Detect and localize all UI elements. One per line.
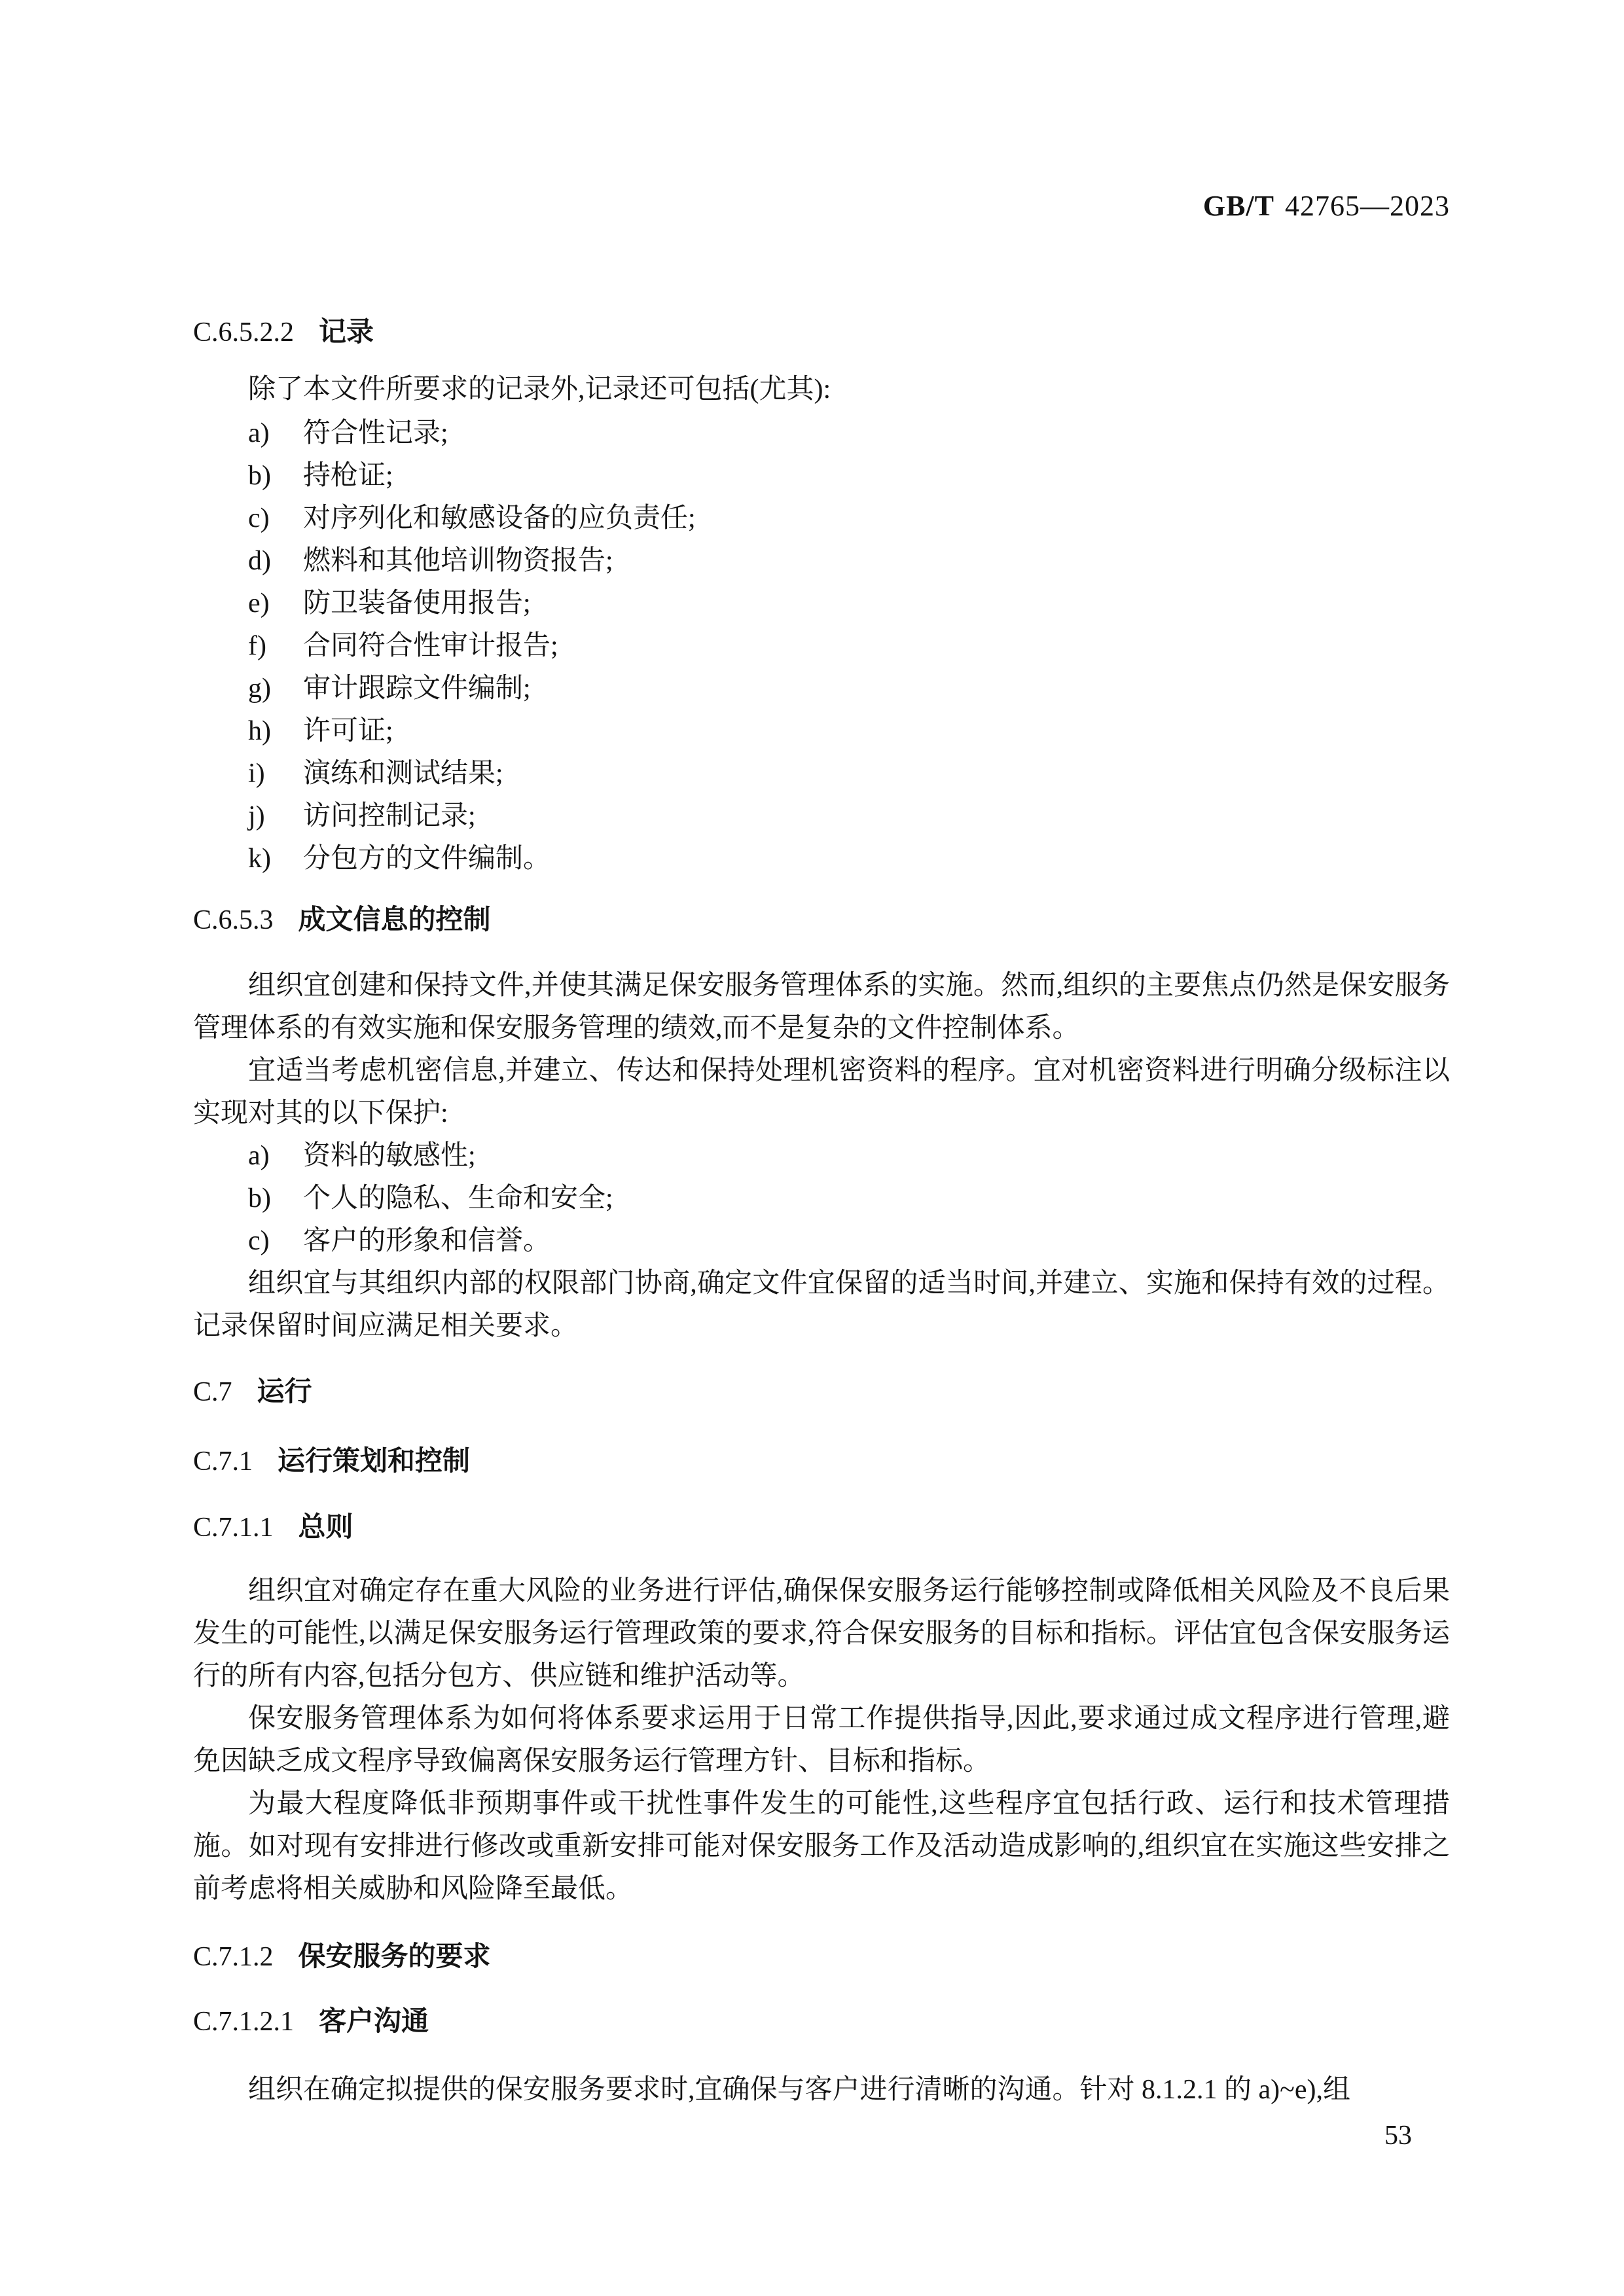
list-item-label: a) bbox=[248, 418, 270, 448]
section-heading-customer-comm bbox=[193, 2005, 1450, 2037]
standard-code-header bbox=[193, 192, 1450, 221]
list-item-text: 审计跟踪文件编制; bbox=[303, 673, 531, 704]
paragraph-doc-control-3: 组织宜与其组织内部的权限部门协商,确定文件宜保留的适当时间,并建立、实施和保持有效的过程。记录保留时间应满足相关要求。 bbox=[193, 1268, 1450, 1341]
clause-title: 运行 bbox=[257, 1376, 312, 1407]
standard-code-number: 42765—2023 bbox=[1285, 190, 1450, 222]
clause-title: 保安服务的要求 bbox=[298, 1941, 491, 1971]
paragraph-doc-control-1: 组织宜创建和保持文件,并使其满足保安服务管理体系的实施。然而,组织的主要焦点仍然是保安服务管理体系的有效实施和保安服务管理的绩效,而不是复杂的文件控制体系。 bbox=[193, 971, 1450, 1043]
list-item-text: 资料的敏感性; bbox=[303, 1141, 476, 1171]
clause-number: C.6.5.3 bbox=[193, 905, 274, 935]
section-heading-requirements bbox=[193, 1941, 1450, 1973]
clause-title: 记录 bbox=[319, 316, 374, 347]
list-item-text: 对序列化和敏感设备的应负责任; bbox=[303, 503, 696, 533]
list-item-label: f) bbox=[248, 631, 266, 661]
paragraph-general-3: 为最大程度降低非预期事件或干扰性事件发生的可能性,这些程序宜包括行政、运行和技术管理措施。如对现有安排进行修改或重新安排可能对保安服务工作及活动造成影响的,组织宜在实施这些安排之前考虑将相关威胁和风险降至最低。 bbox=[193, 1789, 1450, 1904]
list-item bbox=[193, 540, 1450, 583]
paragraph-customer-comm: 组织在确定拟提供的保安服务要求时,宜确保与客户进行清晰的沟通。针对 8.1.2.1 的 a)~e),组 bbox=[248, 2075, 1350, 2105]
clause-number: C.6.5.2.2 bbox=[193, 317, 295, 348]
clause-title: 运行策划和控制 bbox=[278, 1445, 471, 1476]
list-item bbox=[193, 1135, 1450, 1177]
section-heading-doc-control bbox=[193, 904, 1450, 936]
page-content bbox=[193, 0, 1450, 2157]
paragraph-doc-control-2: 宜适当考虑机密信息,并建立、传达和保持处理机密资料的程序。宜对机密资料进行明确分级标注以实现对其的以下保护: bbox=[193, 1056, 1450, 1128]
section-heading-op-planning bbox=[193, 1445, 1450, 1477]
list-item-label: h) bbox=[248, 716, 271, 746]
list-item-label: i) bbox=[248, 759, 265, 789]
list-item bbox=[193, 412, 1450, 455]
paragraph-general-2: 保安服务管理体系为如何将体系要求运用于日常工作提供指导,因此,要求通过成文程序进行管理,避免因缺乏成文程序导致偏离保安服务运行管理方针、目标和指标。 bbox=[193, 1704, 1450, 1776]
clause-number: C.7.1.1 bbox=[193, 1513, 274, 1543]
list-item-text: 合同符合性审计报告; bbox=[303, 631, 558, 661]
clause-number: C.7.1.2 bbox=[193, 1942, 274, 1972]
list-item-text: 燃料和其他培训物资报告; bbox=[303, 546, 613, 576]
list-item-label: c) bbox=[248, 503, 270, 533]
paragraph-records-intro: 除了本文件所要求的记录外,记录还可包括(尤其): bbox=[248, 374, 831, 404]
list-item bbox=[193, 710, 1450, 753]
list-item-text: 分包方的文件编制。 bbox=[303, 844, 551, 874]
list-item-label: d) bbox=[248, 546, 271, 576]
list-item-text: 许可证; bbox=[303, 716, 393, 746]
list-item-label: b) bbox=[248, 1183, 271, 1213]
list-item-label: c) bbox=[248, 1226, 270, 1256]
clause-title: 成文信息的控制 bbox=[298, 904, 491, 935]
protection-list bbox=[193, 1135, 1450, 1263]
list-item bbox=[193, 753, 1450, 795]
list-item bbox=[193, 583, 1450, 625]
list-item-label: j) bbox=[248, 801, 265, 831]
clause-title: 总则 bbox=[298, 1511, 353, 1542]
list-item bbox=[193, 838, 1450, 880]
list-item-label: k) bbox=[248, 844, 271, 874]
section-heading-general bbox=[193, 1511, 1450, 1543]
page-number: 53 bbox=[1384, 2121, 1412, 2151]
section-heading-records bbox=[193, 316, 1450, 348]
list-item bbox=[193, 668, 1450, 710]
list-item-label: b) bbox=[248, 461, 271, 491]
clause-title: 客户沟通 bbox=[319, 2005, 429, 2036]
list-item-label: a) bbox=[248, 1141, 270, 1171]
list-item-text: 符合性记录; bbox=[303, 418, 448, 448]
list-item-label: e) bbox=[248, 588, 270, 619]
list-item-text: 演练和测试结果; bbox=[303, 759, 503, 789]
list-item-text: 防卫装备使用报告; bbox=[303, 588, 531, 619]
list-item bbox=[193, 795, 1450, 838]
clause-number: C.7 bbox=[193, 1377, 232, 1407]
list-item-text: 持枪证; bbox=[303, 461, 393, 491]
list-item-text: 访问控制记录; bbox=[303, 801, 476, 831]
clause-number: C.7.1 bbox=[193, 1446, 253, 1477]
list-item-label: g) bbox=[248, 673, 271, 704]
records-list bbox=[193, 412, 1450, 880]
list-item bbox=[193, 455, 1450, 497]
clause-number: C.7.1.2.1 bbox=[193, 2007, 295, 2037]
standard-code-prefix: GB/T bbox=[1202, 190, 1274, 222]
list-item-text: 个人的隐私、生命和安全; bbox=[303, 1183, 613, 1213]
paragraph-general-1: 组织宜对确定存在重大风险的业务进行评估,确保保安服务运行能够控制或降低相关风险及不良后果发生的可能性,以满足保安服务运行管理政策的要求,符合保安服务的目标和指标。评估宜包含保安服务运行的所有内容,包括分包方、供应链和维护活动等。 bbox=[193, 1576, 1450, 1691]
section-heading-operation bbox=[193, 1376, 1450, 1408]
list-item bbox=[193, 1220, 1450, 1263]
list-item bbox=[193, 625, 1450, 668]
list-item-text: 客户的形象和信誉。 bbox=[303, 1226, 551, 1256]
list-item bbox=[193, 1177, 1450, 1220]
list-item bbox=[193, 497, 1450, 540]
